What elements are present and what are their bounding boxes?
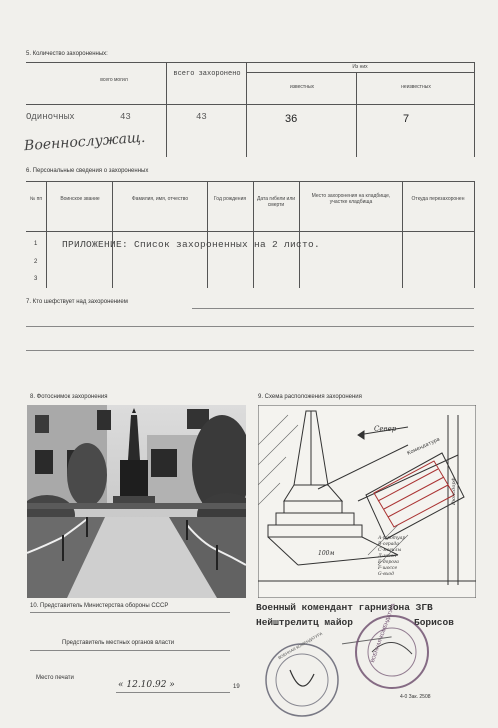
divider [26, 62, 474, 63]
north-label: Север [374, 425, 397, 433]
divider [402, 181, 403, 288]
section6-title: 6. Персональные сведения о захороненных [26, 168, 149, 174]
divider [474, 62, 475, 157]
col-total-header: всего захоронено [173, 70, 241, 78]
rank-line: Нейштрелитц майор [256, 617, 353, 628]
official-stamp [262, 640, 342, 720]
section5-title: 5. Количество захороненных: [26, 51, 108, 57]
divider [46, 181, 47, 288]
section10-title: 10. Представитель Министерства обороны СССР [30, 603, 169, 609]
blank-line [26, 350, 474, 351]
header-rank: Воинское звание [60, 196, 100, 202]
section7-title: 7. Кто шефствует над захоронением [26, 299, 128, 305]
commandant-label: Комендатура [406, 436, 441, 457]
header-birth: Год рождения [213, 196, 247, 202]
header-from: Откуда перезахоронен [411, 196, 465, 202]
road-label: Вюнсдорф [451, 477, 457, 505]
header-num: № пп [29, 196, 43, 202]
col-known-header: известных [289, 84, 315, 90]
legend-item: С-могилы [378, 548, 402, 553]
row-num: 1 [34, 241, 38, 247]
legend-item: Д-газон [378, 554, 397, 559]
legend-item: F-шоссе [378, 566, 398, 571]
memorial-photo [27, 405, 246, 598]
legend-item: G-вход [378, 572, 394, 577]
divider [26, 181, 474, 182]
scale-label: 100м [318, 550, 335, 557]
divider [246, 62, 247, 157]
officer-name: Борисов [414, 617, 454, 628]
header-place: Место захоронения на кладбище, участке кладбища [311, 193, 391, 205]
header-death: Дата гибели или смерти [256, 196, 296, 208]
date-value: « 12.10.92 » [118, 680, 175, 690]
commandant-line: Военный комендант гарнизона ЗГВ [256, 602, 433, 613]
graves-count: 43 [120, 112, 131, 122]
col-unknown-header: неизвестных [401, 84, 431, 90]
divider [207, 181, 208, 288]
blank-line [30, 650, 230, 651]
location-sketch [258, 405, 476, 598]
blank-line [26, 326, 474, 327]
stamp-text: ВОЕННАЯ КОМЕНДАТУРА [369, 602, 397, 664]
print-code: 4-0 Зак. 2508 [400, 694, 431, 700]
commandant-stamp [352, 612, 432, 692]
divider [26, 231, 474, 232]
total-count: 43 [196, 112, 207, 122]
row-label-single: Одиночных [26, 112, 75, 122]
header-name: Фамилия, имя, отчество [131, 196, 189, 202]
divider [253, 181, 254, 288]
section8-title: 8. Фотоснимок захоронения [30, 394, 108, 400]
divider [474, 181, 475, 288]
blank-line [192, 308, 474, 309]
divider [166, 62, 167, 157]
local-rep-label: Представитель местных органов власти [62, 640, 175, 646]
section9-title: 9. Схема расположения захоронения [258, 394, 362, 400]
known-count: 36 [285, 113, 298, 125]
stamp-text: ВОЕННАЯ КОМЕНДАТУРА [277, 630, 324, 661]
divider [356, 72, 357, 157]
legend-item: А-тротуар [378, 536, 406, 541]
row-num: 2 [34, 259, 38, 265]
blank-line [116, 692, 230, 693]
col-incl-header: Из них [352, 64, 368, 70]
row-num: 3 [34, 276, 38, 282]
year-suffix: 19 [233, 684, 240, 690]
blank-line [30, 612, 230, 613]
divider [112, 181, 113, 288]
seal-place-label: Место печати [36, 675, 74, 681]
legend-item: Е-дорога [378, 560, 399, 565]
handwritten-note: Военнослужащ. [23, 129, 146, 155]
divider [246, 72, 474, 73]
unknown-count: 7 [403, 113, 410, 125]
appendix-note: ПРИЛОЖЕНИЕ: Список захороненных на 2 листо. [62, 239, 321, 250]
legend-item: В-ограда [378, 542, 399, 547]
divider [299, 181, 300, 288]
col-graves-header: всего могил [100, 77, 128, 83]
divider [26, 104, 474, 105]
